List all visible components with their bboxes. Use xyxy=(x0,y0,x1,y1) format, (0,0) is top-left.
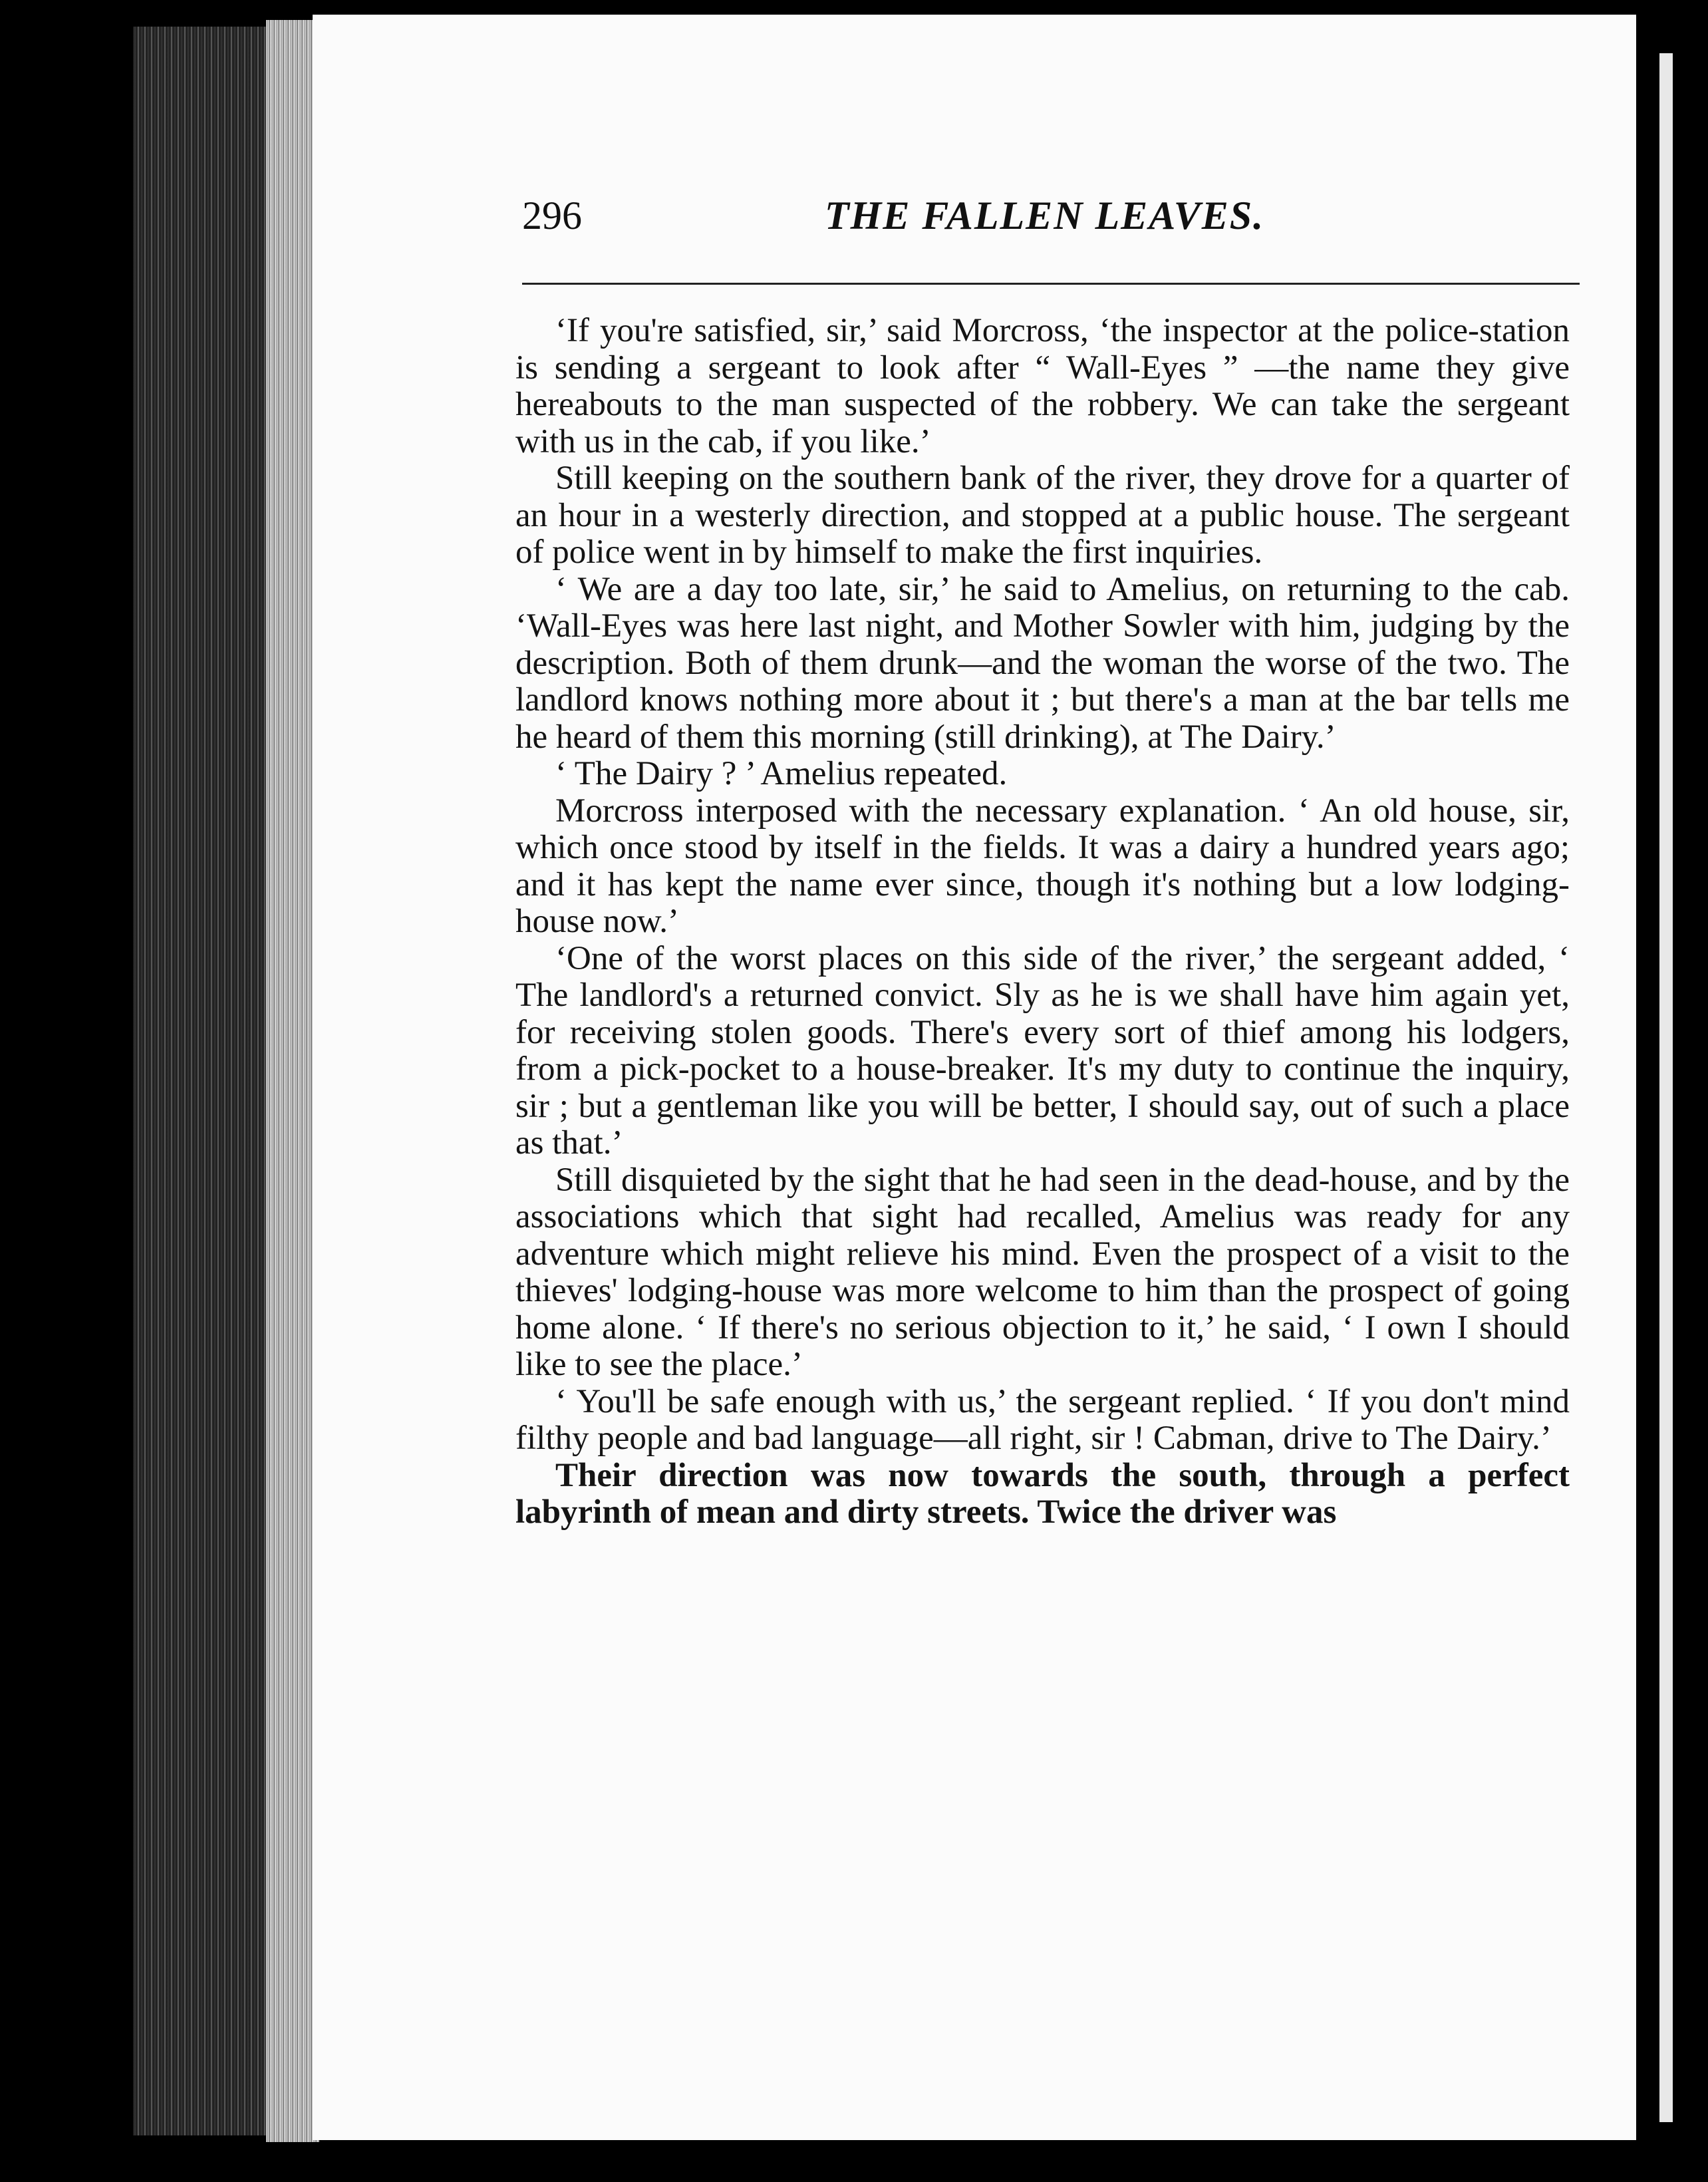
paragraph: ‘ We are a day too late, sir,’ he said to Amelius, on returning to the cab. ‘Wall-Eyes was here last night, and Mother Sowler with him, judging by the description. Both of them drunk—and the woman the worse of the two. The landlord knows nothing more about it ; but there's a man at the bar tells me he heard of them this morning (still drinking), at The Dairy.’ xyxy=(515,570,1570,756)
paragraph: Their direction was now towards the south, through a perfect labyrinth of mean and dirty streets. Twice the driver was xyxy=(515,1456,1570,1531)
facing-page-sliver xyxy=(1659,53,1673,2122)
paragraph: ‘ The Dairy ? ’ Amelius repeated. xyxy=(555,755,1008,792)
paragraph: ‘One of the worst places on this side of the river,’ the sergeant added, ‘ The landlord's a returned convict. Sly as he is we shall have him again yet, for receiving stolen goods. There's every sort of thief among his lodgers, from a pick-pocket to a house-breaker. It's my duty to continue the inquiry, sir ; but a gentleman like you will be better, I should say, out of such a place as that.’ xyxy=(515,939,1570,1162)
body-text xyxy=(515,313,1570,1531)
page-header xyxy=(522,193,1576,253)
page-number: 296 xyxy=(522,194,582,237)
paragraph: ‘If you're satisfied, sir,’ said Morcross, ‘the inspector at the police-station is sending a sergeant to look after “ Wall-Eyes ” —the name they give hereabouts to the man suspected of the robbery. We can take the sergeant with us in the cab, if you like.’ xyxy=(515,312,1570,460)
paragraph: Morcross interposed with the necessary explanation. ‘ An old house, sir, which once stood by itself in the fields. It was a dairy a hundred years ago; and it has kept the name ever since, though it's nothing but a low lodging-house now.’ xyxy=(515,792,1570,940)
book-page-edges-light xyxy=(266,20,319,2142)
running-title: THE FALLEN LEAVES. xyxy=(825,194,1265,237)
header-rule xyxy=(522,283,1580,285)
paragraph: Still keeping on the southern bank of the river, they drove for a quarter of an hour in a westerly direction, and stopped at a public house. The sergeant of police went in by himself to make the first inquiries. xyxy=(515,460,1570,571)
paragraph: Still disquieted by the sight that he had seen in the dead-house, and by the associations which that sight had recalled, Amelius was ready for any adventure which might relieve his mind. Even the prospect of a visit to the thieves' lodging-house was more welcome to him than the prospect of going home alone. ‘ If there's no serious objection to it,’ he said, ‘ I own I should like to see the place.’ xyxy=(515,1161,1570,1383)
paragraph: ‘ You'll be safe enough with us,’ the sergeant replied. ‘ If you don't mind filthy people and bad language—all right, sir ! Cabman, drive to The Dairy.’ xyxy=(515,1382,1570,1457)
